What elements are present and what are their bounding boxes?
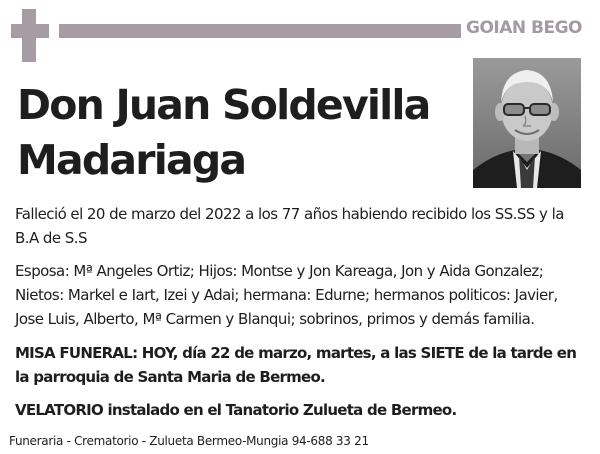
portrait-image	[473, 58, 581, 188]
wake-info: VELATORIO instalado en el Tanatorio Zulueta de Bermeo.	[15, 401, 457, 419]
funeral-mass-info: MISA FUNERAL: HOY, día 22 de marzo, martes, a las SIETE de la tarde en la parroquia de Santa Maria de Bermeo.	[15, 344, 577, 386]
deceased-name: Don Juan Soldevilla Madariaga	[17, 81, 430, 184]
funeral-home-contact: Funeraria - Crematorio - Zulueta Bermeo-Mungia 94-688 33 21	[9, 434, 369, 448]
header-divider-bar	[59, 24, 461, 38]
family-members: Esposa: Mª Angeles Ortiz; Hijos: Montse y Jon Kareaga, Jon y Aida Gonzalez; Nietos: Markel e Iart, Izei y Adai; hermana: Edurne; hermanos politicos: Javier, Jose Luis, Alberto, Mª Carmen y Blanqui; sobrinos, primos y demás familia.	[15, 262, 558, 328]
brand-label: GOIAN BEGO	[466, 18, 583, 38]
death-announcement: Falleció el 20 de marzo del 2022 a los 77 años habiendo recibido los SS.SS y la B.A de S.S	[15, 205, 564, 247]
cross-icon	[11, 9, 49, 62]
cross-horizontal-bar	[11, 24, 49, 38]
portrait-photo	[473, 58, 581, 188]
